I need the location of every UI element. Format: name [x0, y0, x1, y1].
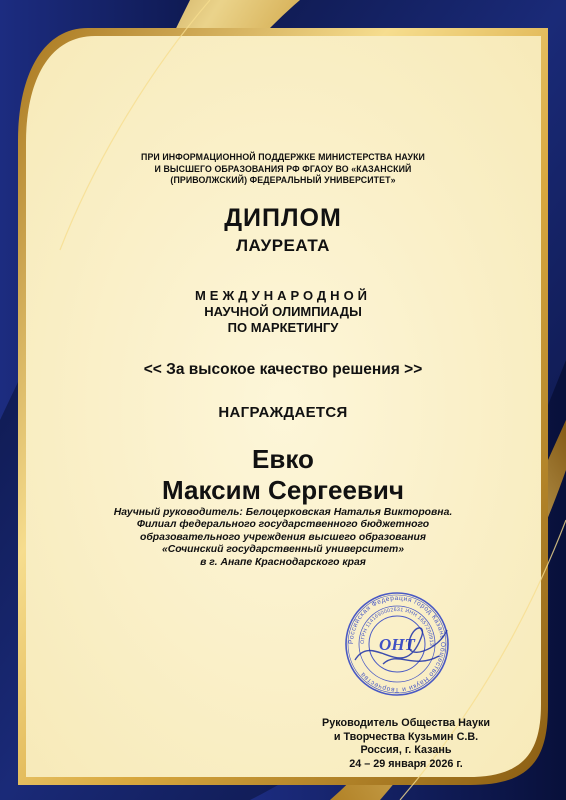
seal-logo: ОНТ — [379, 635, 415, 654]
footer-line-2: и Творчества Кузьмин С.В. — [333, 730, 479, 743]
details-line-1: Научный руководитель: Белоцерковская Наталья Викторовна. — [113, 507, 453, 518]
diploma-title: ДИПЛОМ — [224, 204, 342, 232]
footer-line-3: Россия, г. Казань — [360, 744, 452, 757]
seal-outer-text: Российская Федерация город Казань Общество Науки и Творчества — [347, 594, 447, 694]
olympiad-name — [0, 288, 566, 336]
footer-signature-block — [286, 717, 526, 771]
recipient-surname: Евко — [252, 444, 314, 474]
recipient-name — [0, 444, 566, 506]
details-line-2: Филиал федерального государственного бюджетного — [136, 519, 430, 531]
organization-seal — [343, 590, 451, 698]
details-line-4: «Сочинский государственный университет» — [161, 544, 405, 556]
olympiad-line-1: МЕЖДУНАРОДНОЙ — [194, 288, 372, 303]
awarded-label: НАГРАЖДАЕТСЯ — [218, 404, 348, 421]
diploma-subtitle: ЛАУРЕАТА — [236, 236, 330, 255]
olympiad-line-3: ПО МАРКЕТИНГУ — [227, 320, 339, 335]
details-line-5: в г. Анапе Краснодарского края — [200, 556, 366, 568]
footer-line-4: 24 – 29 января 2026 г. — [349, 757, 463, 770]
recipient-details — [0, 507, 566, 569]
details-line-3: образовательного учреждения высшего образования — [140, 531, 426, 543]
header-line-3: (ПРИВОЛЖСКИЙ) ФЕДЕРАЛЬНЫЙ УНИВЕРСИТЕТ» — [170, 175, 396, 185]
header-line-1: ПРИ ИНФОРМАЦИОННОЙ ПОДДЕРЖКЕ МИНИСТЕРСТВА НАУКИ — [141, 152, 425, 162]
header-line-2: И ВЫСШЕГО ОБРАЗОВАНИЯ РФ ФГАОУ ВО «КАЗАНСКИЙ — [154, 163, 412, 174]
nomination: << За высокое качество решения >> — [143, 361, 423, 378]
support-header — [0, 152, 566, 187]
footer-line-1: Руководитель Общества Науки — [322, 717, 490, 729]
seal-inner-text: ОГРН 1141690002631 ИНН 1657200913 — [359, 606, 435, 647]
recipient-given-names: Максим Сергеевич — [162, 475, 404, 505]
olympiad-line-2: НАУЧНОЙ ОЛИМПИАДЫ — [204, 304, 362, 319]
